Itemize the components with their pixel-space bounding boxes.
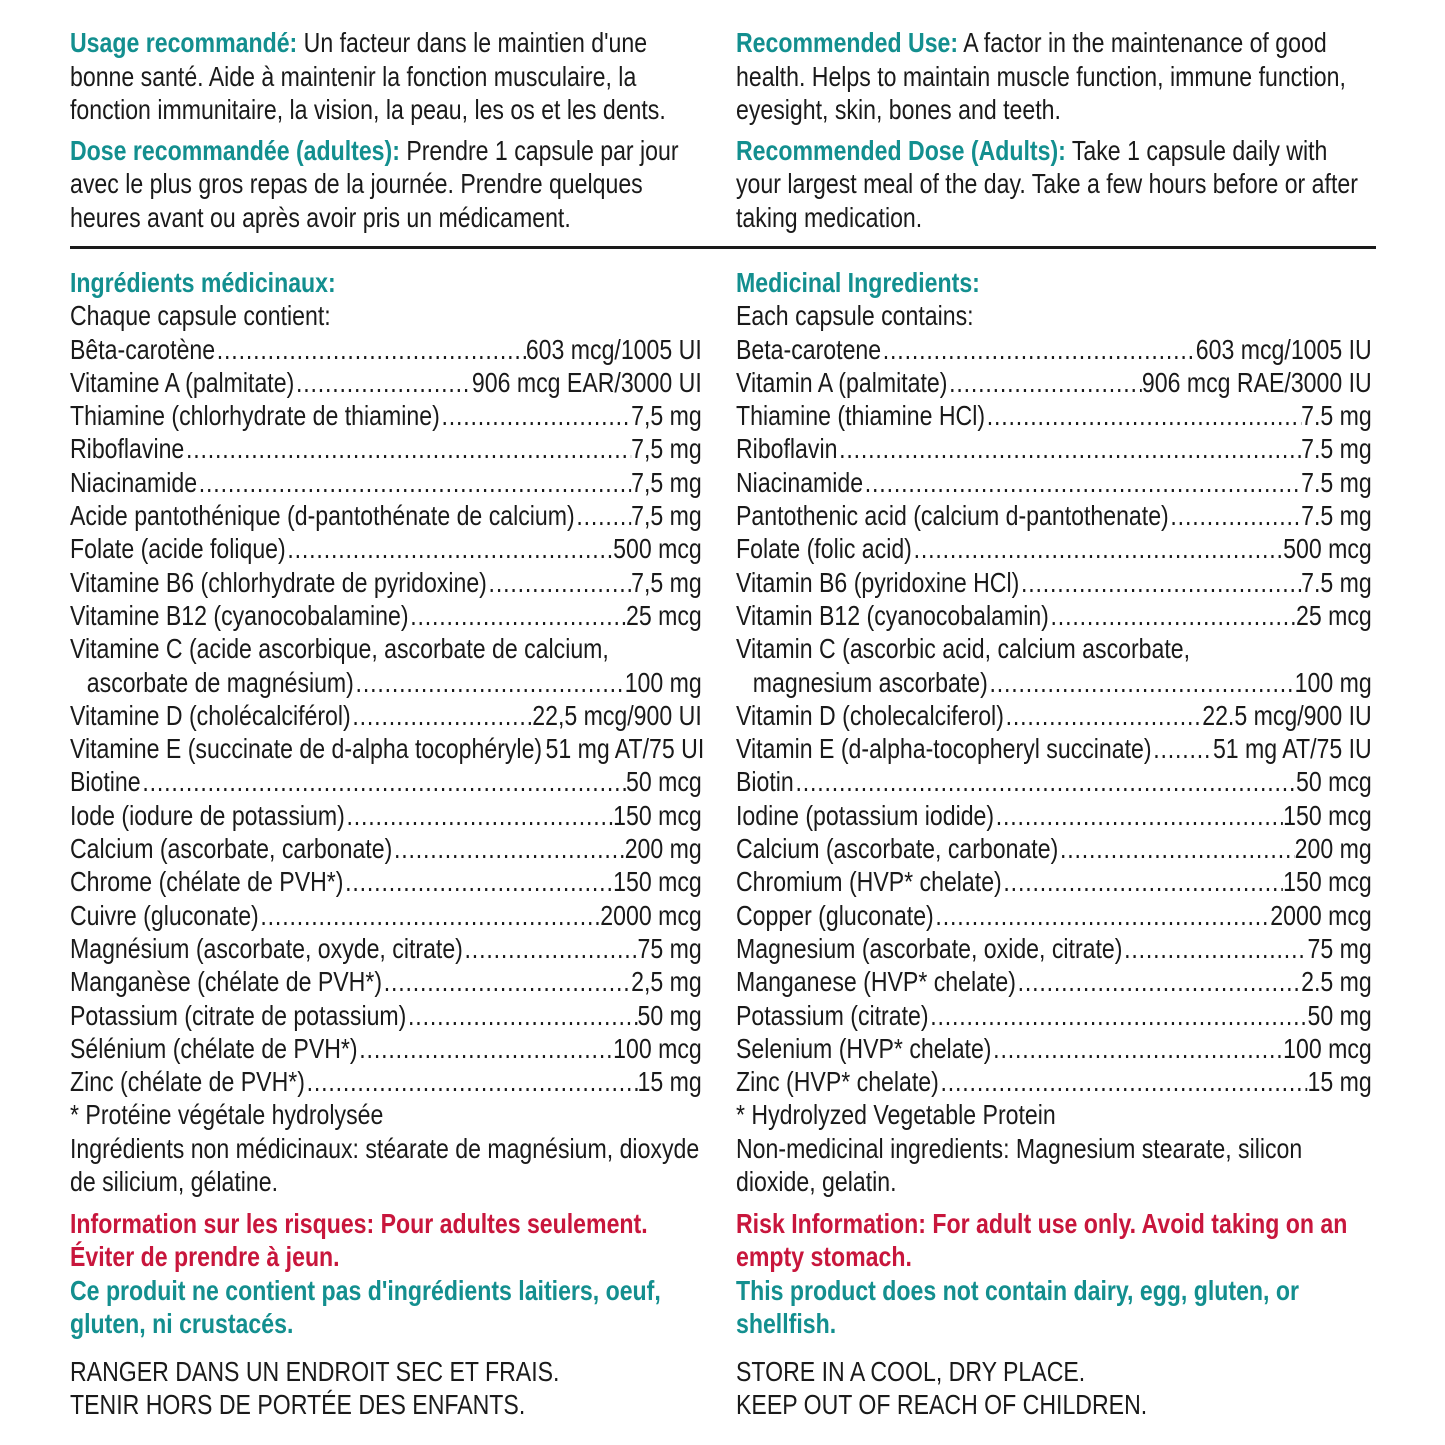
ingredient-amount: 7.5 mg — [1301, 433, 1372, 465]
ingredient-amount: 2000 mcg — [1270, 899, 1372, 931]
leader-dots — [1152, 732, 1213, 765]
leader-dots — [406, 999, 637, 1032]
leader-dots — [912, 532, 1283, 565]
leader-dots — [392, 832, 624, 865]
ingredient-row — [736, 366, 1372, 399]
fr-ingredients-section — [70, 266, 705, 1421]
fr-footnote: * Protéine végétale hydrolysée — [70, 1099, 384, 1131]
ingredient-amount: 22.5 mcg/900 IU — [1202, 699, 1372, 731]
leader-dots — [305, 1065, 638, 1098]
ingredient-row — [736, 1032, 1372, 1065]
leader-dots — [409, 599, 626, 632]
leader-dots — [382, 965, 631, 998]
ingredient-row — [70, 432, 702, 465]
ingredient-row — [736, 699, 1372, 732]
fr-allergen-statement: Ce produit ne contient pas d'ingrédients laitiers, oeuf, gluten, ni crustacés. — [70, 1274, 661, 1340]
ingredient-amount: 7.5 mg — [1301, 466, 1372, 498]
ingredient-row — [70, 333, 702, 366]
fr-usage-paragraph — [70, 26, 702, 127]
ingredient-amount: 25 mcg — [625, 599, 702, 631]
ingredient-row — [736, 566, 1372, 599]
ingredient-amount: 100 mcg — [1283, 1032, 1372, 1064]
leader-dots — [939, 1065, 1308, 1098]
ingredient-name: Niacinamide — [736, 466, 864, 498]
leader-dots — [992, 1032, 1284, 1065]
en-dose-text: Take 1 capsule daily with your largest meal of the day. Take a few hours before or after taking medication. — [736, 134, 1358, 233]
leader-dots — [1019, 566, 1301, 599]
fr-usage-label: Usage recommandé: — [70, 27, 298, 58]
ingredient-amount: 2000 mcg — [600, 899, 702, 931]
ingredient-row — [70, 799, 702, 832]
ingredient-row — [736, 999, 1372, 1032]
ingredient-row — [736, 532, 1372, 565]
en-usage-text: A factor in the maintenance of good health. Helps to maintain muscle function, immune function, eyesight, skin, bones and teeth. — [736, 27, 1346, 125]
ingredient-row — [736, 832, 1372, 865]
leader-dots — [358, 1032, 614, 1065]
leader-dots — [881, 333, 1196, 366]
ingredient-row — [70, 899, 702, 932]
ingredient-name: Manganese (HVP* chelate) — [736, 966, 1016, 998]
french-usage-section — [70, 26, 702, 234]
ingredient-row — [70, 732, 705, 765]
ingredient-amount: 603 mcg/1005 UI — [525, 333, 702, 365]
ingredient-amount: 100 mcg — [613, 1032, 702, 1064]
ingredient-row — [70, 499, 702, 532]
fr-dose-text: Prendre 1 capsule par jour avec le plus gros repas de la journée. Prendre quelques heures avant ou après avoir pris un médicament. — [70, 134, 679, 233]
ingredient-amount: 150 mcg — [1283, 866, 1372, 898]
leader-dots — [1016, 965, 1301, 998]
ingredient-name: Thiamine (thiamine HCl) — [736, 400, 986, 432]
ingredient-name: Vitamine A (palmitate) — [70, 366, 295, 398]
ingredient-name: Chromium (HVP* chelate) — [736, 866, 1002, 898]
ingredient-name: Vitamin E (d-alpha-tocopheryl succinate) — [736, 733, 1152, 765]
ingredient-amount: 100 mg — [1294, 666, 1372, 698]
ingredient-name: Copper (gluconate) — [736, 899, 934, 931]
ingredient-row — [736, 765, 1372, 798]
ingredient-row — [70, 1032, 702, 1065]
ingredient-amount: 150 mcg — [613, 866, 702, 898]
ingredient-row — [70, 699, 702, 732]
leader-dots — [354, 666, 625, 699]
fr-ingredients-heading: Ingrédients médicinaux: — [70, 267, 336, 298]
ingredient-row — [70, 832, 702, 865]
section-divider — [70, 246, 1376, 249]
leader-dots — [294, 366, 472, 399]
ingredient-amount: 50 mg — [1307, 999, 1372, 1031]
ingredient-row — [70, 965, 702, 998]
leader-dots — [286, 532, 613, 565]
leader-dots — [1002, 865, 1283, 898]
fr-risk-information: Information sur les risques: Pour adultes seulement. Éviter de prendre à jeun. — [70, 1207, 648, 1273]
ingredient-amount: 75 mg — [637, 932, 702, 964]
ingredient-name: Magnésium (ascorbate, oxyde, citrate) — [70, 932, 463, 964]
leader-dots — [1122, 932, 1307, 965]
ingredient-amount: 7,5 mg — [631, 433, 702, 465]
ingredient-amount: 150 mcg — [1283, 799, 1372, 831]
ingredient-amount: 15 mg — [637, 1066, 702, 1098]
en-dose-paragraph — [736, 134, 1372, 235]
ingredient-amount: 7.5 mg — [1301, 566, 1372, 598]
ingredient-name: Pantothenic acid (calcium d-pantothenate) — [736, 500, 1169, 532]
leader-dots — [259, 899, 601, 932]
ingredient-row — [736, 333, 1372, 366]
ingredient-amount: 906 mcg RAE/3000 IU — [1141, 366, 1372, 398]
ingredient-name: Chrome (chélate de PVH*) — [70, 866, 344, 898]
en-usage-paragraph — [736, 26, 1372, 127]
ingredient-amount: 906 mcg EAR/3000 UI — [471, 366, 702, 398]
ingredient-row — [736, 466, 1372, 499]
fr-vitamin-c-line: Vitamine C (acide ascorbique, ascorbate de calcium, — [70, 633, 609, 665]
ingredient-name: Acide pantothénique (d-pantothénate de calcium) — [70, 500, 575, 532]
en-risk-information: Risk Information: For adult use only. Avoid taking on an empty stomach. — [736, 1207, 1348, 1273]
ingredient-row — [70, 999, 702, 1032]
ingredient-name: Beta-carotene — [736, 333, 882, 365]
fr-usage-text: Un facteur dans le maintien d'une bonne santé. Aide à maintenir la fonction musculaire, la fonction immunitaire, la vision, la peau, les os et les dents. — [70, 27, 666, 125]
ingredient-row — [736, 899, 1372, 932]
ingredient-name: Vitamin B12 (cyanocobalamin) — [736, 599, 1049, 631]
ingredient-name: Vitamine E (succinate de d-alpha tocophéryle) — [70, 733, 543, 765]
ingredient-amount: 22,5 mcg/900 UI — [532, 699, 702, 731]
en-dose-label: Recommended Dose (Adults): — [736, 134, 1066, 166]
leader-dots — [863, 466, 1301, 499]
leader-dots — [794, 765, 1296, 798]
ingredient-name: Manganèse (chélate de PVH*) — [70, 966, 383, 998]
leader-dots — [988, 666, 1295, 699]
ingredient-amount: 200 mg — [1294, 833, 1372, 865]
ingredient-amount: 603 mcg/1005 IU — [1195, 333, 1372, 365]
ingredient-name: Calcium (ascorbate, carbonate) — [736, 833, 1059, 865]
ingredient-name: Niacinamide — [70, 466, 198, 498]
ingredient-row — [70, 932, 702, 965]
ingredient-name: Folate (folic acid) — [736, 533, 912, 565]
ingredient-name: Biotine — [70, 766, 141, 798]
ingredient-row — [70, 399, 702, 432]
ingredient-name: Potassium (citrate de potassium) — [70, 999, 407, 1031]
ingredient-name: Biotin — [736, 766, 794, 798]
ingredient-row — [70, 599, 702, 632]
fr-each-capsule: Chaque capsule contient: — [70, 300, 331, 332]
ingredient-name: Vitamine B12 (cyanocobalamine) — [70, 599, 409, 631]
en-ingredients-heading: Medicinal Ingredients: — [736, 267, 980, 298]
en-vitamin-c-line: Vitamin C (ascorbic acid, calcium ascorbate, — [736, 633, 1191, 665]
leader-dots — [1004, 699, 1202, 732]
ingredient-amount: 500 mcg — [1283, 533, 1372, 565]
leader-dots — [351, 699, 533, 732]
ingredient-amount: 75 mg — [1307, 932, 1372, 964]
leader-dots — [947, 366, 1141, 399]
ingredient-name: Iodine (potassium iodide) — [736, 799, 995, 831]
ingredient-amount: 150 mcg — [613, 799, 702, 831]
ingredient-row — [736, 932, 1372, 965]
leader-dots — [985, 399, 1301, 432]
ingredient-row — [736, 1065, 1372, 1098]
ingredient-amount: 7,5 mg — [631, 466, 702, 498]
leader-dots — [1049, 599, 1296, 632]
en-allergen-statement: This product does not contain dairy, egg, gluten, or shellfish. — [736, 1274, 1299, 1340]
leader-dots — [343, 865, 613, 898]
en-storage-line-1: STORE IN A COOL, DRY PLACE. — [736, 1355, 1086, 1387]
leader-dots — [184, 432, 631, 465]
fr-dose-label: Dose recommandée (adultes): — [70, 134, 400, 166]
fr-dose-paragraph — [70, 134, 702, 235]
leader-dots — [1058, 832, 1294, 865]
ingredient-row — [70, 366, 702, 399]
ingredient-amount: 15 mg — [1307, 1066, 1372, 1098]
leader-dots — [837, 432, 1301, 465]
ingredient-name: Selenium (HVP* chelate) — [736, 1032, 992, 1064]
ingredient-name: Vitamine D (cholécalciférol) — [70, 699, 351, 731]
ingredient-row — [736, 865, 1372, 898]
leader-dots — [575, 499, 631, 532]
ingredient-row — [70, 865, 702, 898]
en-usage-label: Recommended Use: — [736, 27, 959, 58]
ingredient-name: Thiamine (chlorhydrate de thiamine) — [70, 400, 440, 432]
ingredient-row — [736, 599, 1372, 632]
fr-storage-line-2: TENIR HORS DE PORTÉE DES ENFANTS. — [70, 1389, 526, 1421]
ingredient-row — [70, 765, 702, 798]
ingredient-name: Potassium (citrate) — [736, 999, 929, 1031]
en-footnote: * Hydrolyzed Vegetable Protein — [736, 1099, 1056, 1131]
leader-dots — [141, 765, 626, 798]
en-each-capsule: Each capsule contains: — [736, 300, 974, 332]
ingredient-name: Iode (iodure de potassium) — [70, 799, 345, 831]
leader-dots — [215, 333, 526, 366]
ingredient-amount: 51 mg AT/75 UI — [545, 733, 705, 765]
ingredient-amount: 7,5 mg — [631, 566, 702, 598]
english-usage-section — [736, 26, 1372, 234]
leader-dots — [1169, 499, 1301, 532]
ingredient-name: Cuivre (gluconate) — [70, 899, 259, 931]
ingredient-row — [736, 799, 1372, 832]
fr-storage-line-1: RANGER DANS UN ENDROIT SEC ET FRAIS. — [70, 1355, 560, 1387]
ingredient-row — [70, 1065, 702, 1098]
ingredient-name: Magnesium (ascorbate, oxide, citrate) — [736, 932, 1123, 964]
en-non-medicinal: Non-medicinal ingredients: Magnesium stearate, silicon dioxide, gelatin. — [736, 1132, 1303, 1198]
ingredient-name: Vitamine B6 (chlorhydrate de pyridoxine) — [70, 566, 487, 598]
leader-dots — [463, 932, 638, 965]
leader-dots — [929, 999, 1308, 1032]
ingredient-row — [70, 666, 702, 699]
ingredient-amount: 2.5 mg — [1301, 966, 1372, 998]
fr-non-medicinal: Ingrédients non médicinaux: stéarate de magnésium, dioxyde de silicium, gélatine. — [70, 1132, 700, 1198]
ingredient-amount: 500 mcg — [613, 533, 702, 565]
leader-dots — [934, 899, 1271, 932]
ingredient-row — [736, 499, 1372, 532]
ingredient-amount: 50 mcg — [1295, 766, 1372, 798]
leader-dots — [487, 566, 631, 599]
ingredient-name: Vitamin A (palmitate) — [736, 366, 948, 398]
leader-dots — [345, 799, 613, 832]
ingredient-amount: 50 mcg — [625, 766, 702, 798]
ingredient-name: Riboflavin — [736, 433, 838, 465]
ingredient-row — [736, 666, 1372, 699]
en-storage-line-2: KEEP OUT OF REACH OF CHILDREN. — [736, 1389, 1148, 1421]
en-ingredients-section — [736, 266, 1372, 1421]
ingredient-amount: 100 mg — [624, 666, 702, 698]
ingredient-name: Zinc (chélate de PVH*) — [70, 1066, 305, 1098]
ingredient-row — [736, 432, 1372, 465]
leader-dots — [994, 799, 1283, 832]
ingredient-amount: 25 mcg — [1295, 599, 1372, 631]
ingredient-name: Vitamin B6 (pyridoxine HCl) — [736, 566, 1020, 598]
ingredient-amount: 50 mg — [637, 999, 702, 1031]
ingredient-name: Vitamin D (cholecalciferol) — [736, 699, 1004, 731]
ingredient-name: Calcium (ascorbate, carbonate) — [70, 833, 393, 865]
ingredient-row — [736, 965, 1372, 998]
ingredient-name: Riboflavine — [70, 433, 185, 465]
ingredient-amount: 7.5 mg — [1301, 500, 1372, 532]
ingredient-row — [70, 532, 702, 565]
ingredient-row — [70, 566, 702, 599]
ingredient-amount: 7.5 mg — [1301, 400, 1372, 432]
ingredient-name: Folate (acide folique) — [70, 533, 286, 565]
ingredient-name: ascorbate de magnésium) — [86, 666, 354, 698]
leader-dots — [440, 399, 631, 432]
ingredient-name: Bêta-carotène — [70, 333, 216, 365]
ingredient-amount: 51 mg AT/75 IU — [1212, 733, 1372, 765]
ingredient-amount: 7,5 mg — [631, 400, 702, 432]
leader-dots — [197, 466, 631, 499]
ingredient-amount: 2,5 mg — [631, 966, 702, 998]
ingredient-amount: 200 mg — [624, 833, 702, 865]
ingredient-name: Sélénium (chélate de PVH*) — [70, 1032, 358, 1064]
ingredient-row — [70, 466, 702, 499]
ingredient-amount: 7,5 mg — [631, 500, 702, 532]
ingredient-row — [736, 399, 1372, 432]
ingredient-row — [736, 732, 1372, 765]
ingredient-name: Zinc (HVP* chelate) — [736, 1066, 939, 1098]
ingredient-name: magnesium ascorbate) — [752, 666, 988, 698]
